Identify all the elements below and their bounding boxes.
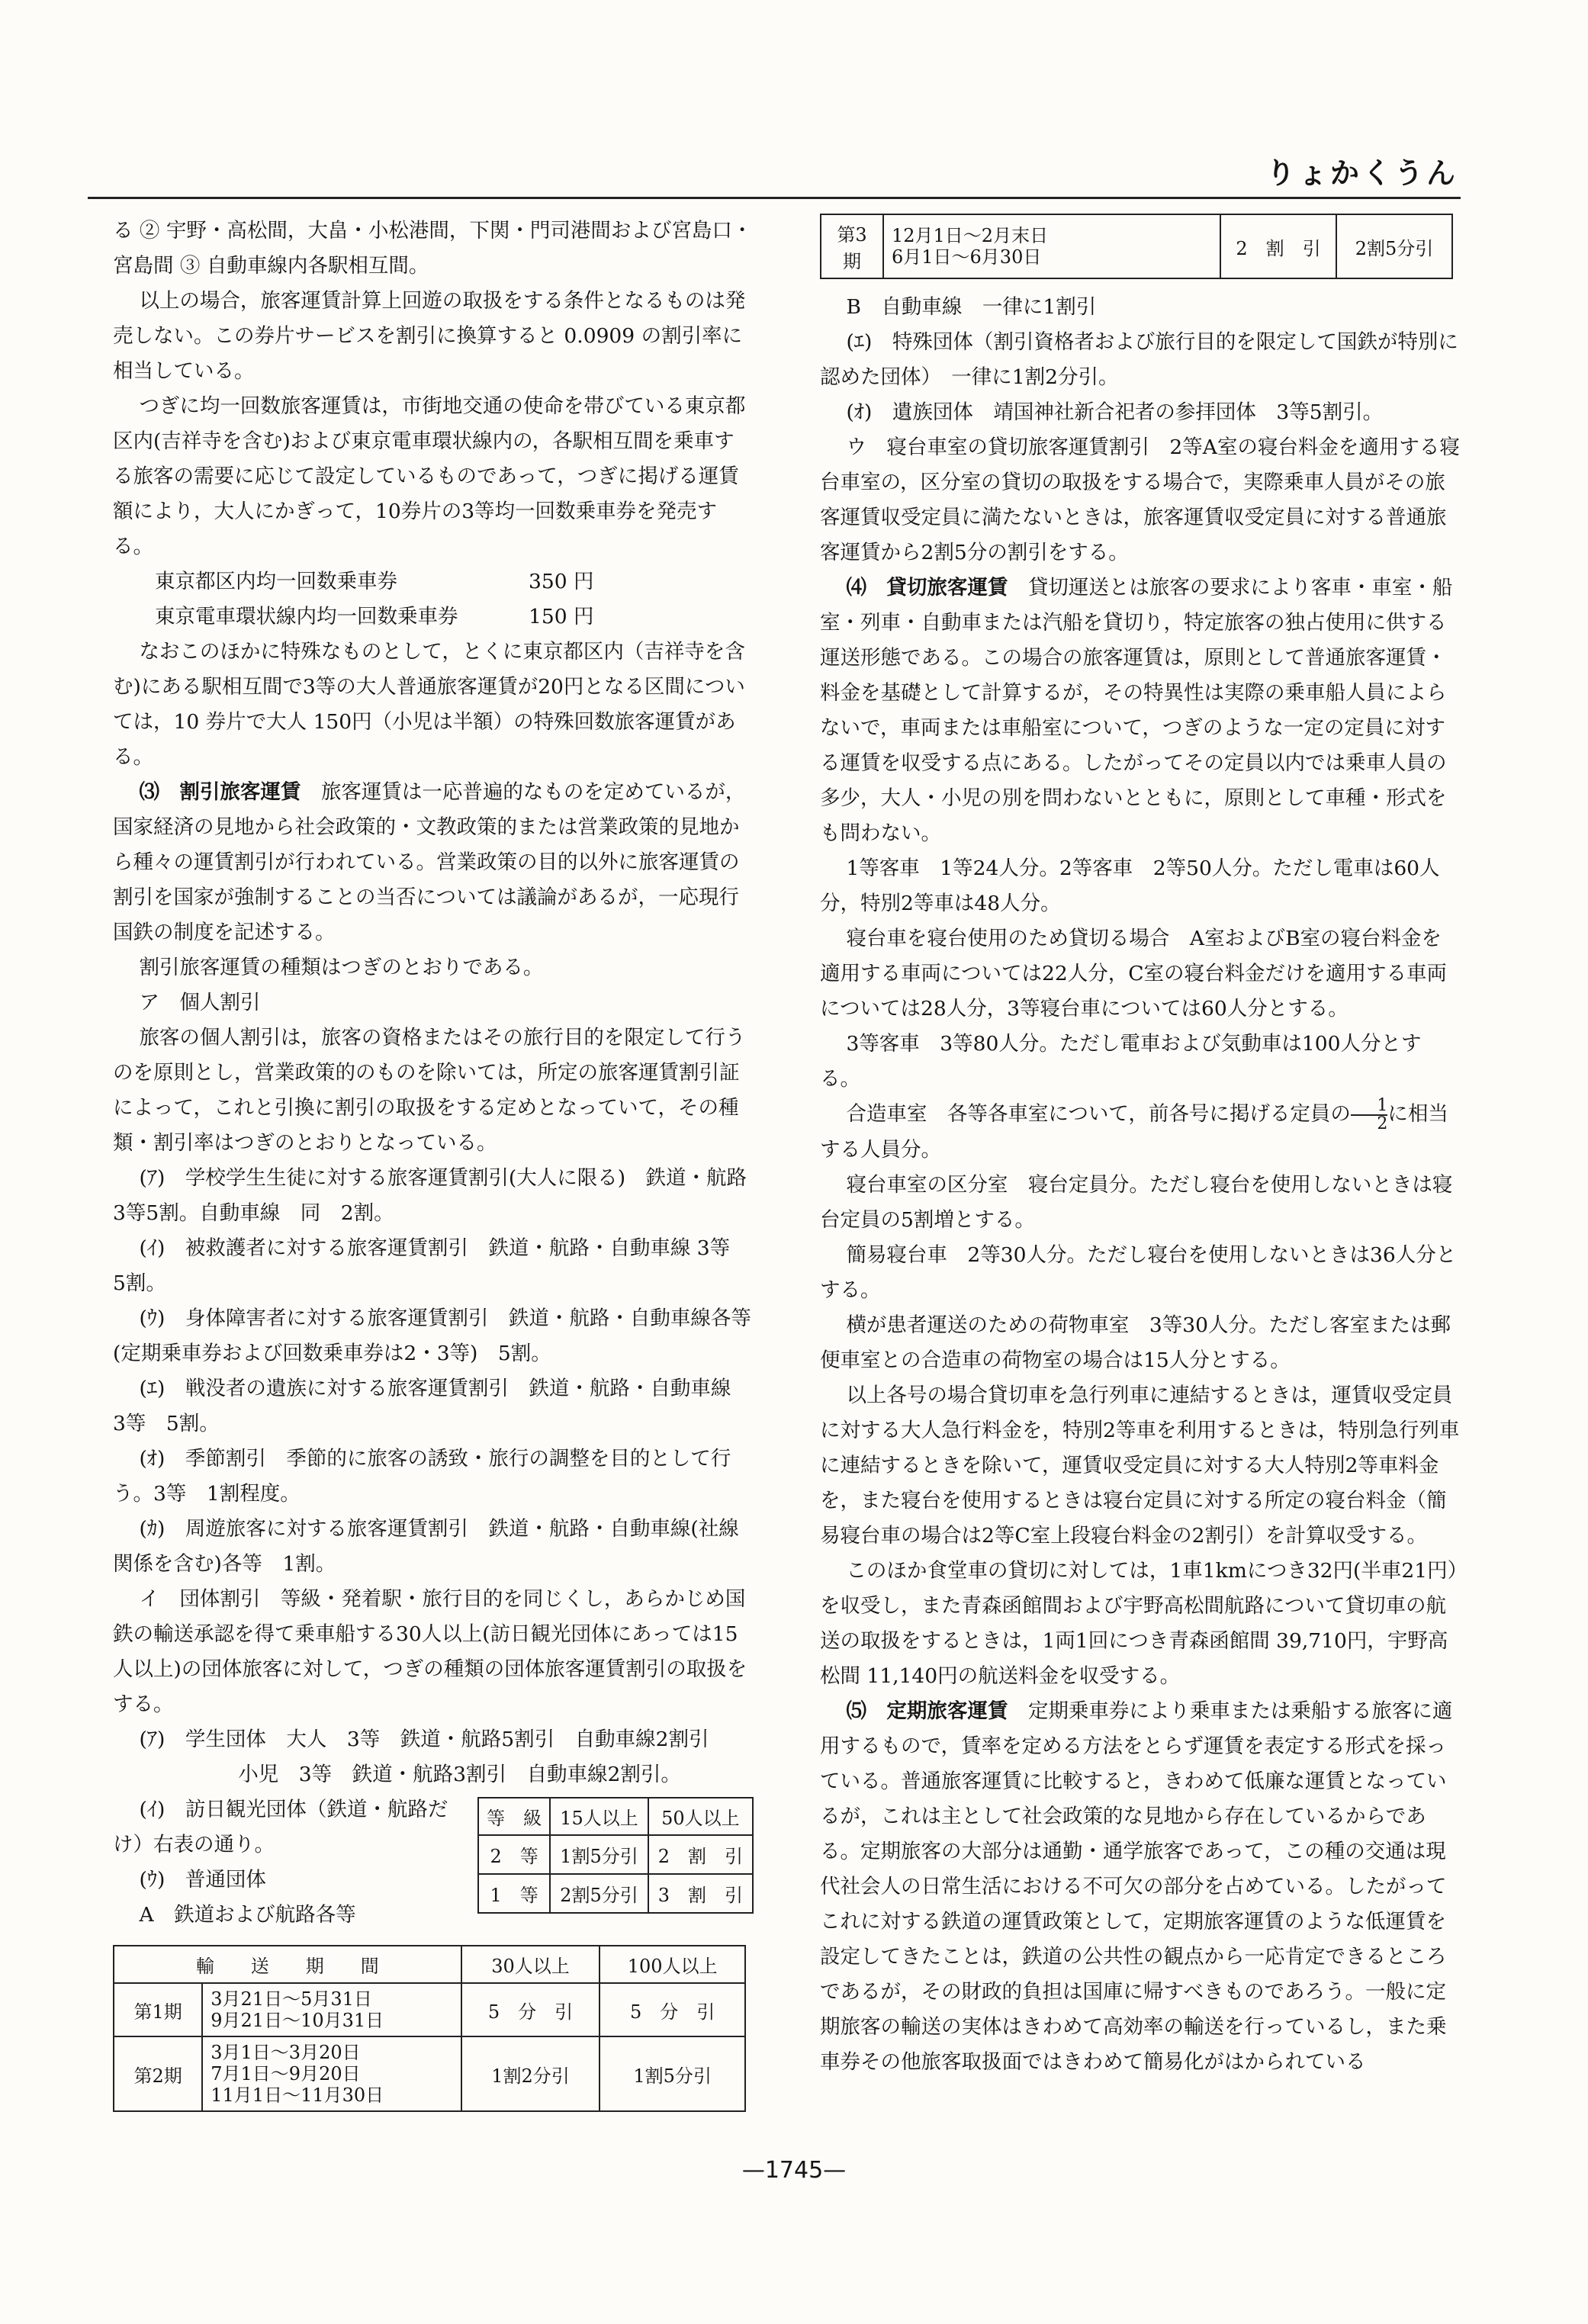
table-header: 100人以上: [600, 1946, 745, 1983]
period-date: 3月21日～5月31日: [211, 1988, 372, 2010]
paragraph: 以上の場合，旅客運賃計算上回遊の取扱をする条件となるものは発売しない。この券片サービスを割引に換算すると 0.0909 の割引率に相当している。: [113, 289, 746, 383]
paragraph: このほか食堂車の貸切に対しては，1車1kmにつき32円(半車21円）を収受し，また青森函館間および宇野高松間航路について貸切車の航送の取扱をするときは，1両1回につき青森函館間 39,710円，宇野高松間 11,140円の航送料金を収受する。: [820, 1559, 1458, 1688]
tours-discount-table: [477, 1797, 754, 1914]
subheading: ア 個人割引: [139, 991, 261, 1014]
table-cell: 1割5分引: [600, 2036, 745, 2111]
period3-table: [820, 214, 1453, 279]
paragraph: 1等客車 1等24人分。2等客車 2等50人分。ただし電車は60人分，特別2等車は48人分。: [820, 857, 1440, 915]
transport-period-table: [113, 1945, 746, 2112]
list-item: (ｱ) 学校学生生徒に対する旅客運賃割引(大人に限る) 鉄道・航路 3等5割。自動車線 同 2割。: [113, 1166, 767, 1225]
table-cell: 1割2分引: [461, 2036, 600, 2111]
table-cell: 1割5分引: [550, 1835, 648, 1874]
list-item: (ｵ) 遺族団体 靖国神社新合祀者の参拝団体 3等5割引。: [846, 400, 1384, 424]
table-header: 50人以上: [648, 1798, 753, 1835]
fraction-numerator: 1: [1351, 1098, 1387, 1116]
table-cell: 5 分 引: [461, 1983, 600, 2036]
table-header: 15人以上: [550, 1798, 648, 1835]
table-header: 輸 送 期 間: [114, 1946, 461, 1983]
paragraph: る ② 宇野・高松間，大畠・小松港間，下関・門司港間および宮島口・宮島間 ③ 自動車線内各駅相互間。: [113, 219, 753, 278]
paragraph: 3等客車 3等80人分。ただし電車および気動車は100人分とする。: [820, 1032, 1422, 1091]
section-heading: ⑶ 割引旅客運賃: [139, 780, 301, 804]
table-cell: 2割5分引: [1336, 214, 1452, 278]
paragraph: 簡易寝台車 2等30人分。ただし寝台を使用しないときは36人分とする。: [820, 1243, 1457, 1302]
paragraph: つぎに均一回数旅客運賃は，市街地交通の使命を帯びている東京都区内(吉祥寺を含む)および東京電車環状線内の，各駅相互間を乗車する旅客の需要に応じて設定しているものであって，つぎに掲げる運賃額により，大人にかぎって，10券片の3等均一回数乗車券を発売する。: [113, 394, 746, 558]
section-5: [820, 1694, 1461, 2080]
list-item: (ｵ) 季節割引 季節的に旅客の誘致・旅行の調整を目的として行う。3等 1割程度。: [113, 1447, 731, 1506]
left-column: [113, 214, 767, 2112]
section-3: [113, 775, 754, 950]
table-cell: 2割5分引: [550, 1874, 648, 1913]
paragraph: 寝台車を寝台使用のため貸切る場合 A室およびB室の寝台料金を適用する車両については22人分，C室の寝台料金だけを適用する車両については28人分，3等寝台車については60人分とする。: [820, 927, 1447, 1021]
list-item: (ｴ) 特殊団体（割引資格者および旅行目的を限定して国鉄が特別に認めた団体） 一律に1割2分引。: [820, 330, 1458, 389]
fare-line: [113, 564, 754, 599]
section-heading: ⑷ 貸切旅客運賃: [846, 576, 1008, 599]
section-body: 定期乗車券により乗車または乗船する旅客に適用するもので，賃率を定める方法をとらず運賃を表定する形式を採っている。普通旅客運賃に比較すると，きわめて低廉な運賃となっているが，これは主として社会政策的な見地から存在しているからである。定期旅客の大部分は通勤・通学旅客であって，この種の交通は現代社会人の日常生活における不可欠の部分を占めている。したがってこれに対する鉄道の運賃政策として，定期旅客運賃のような低運賃を設定してきたことは，鉄道の公共性の観点から一応肯定できるところであるが，その財政的負担は国庫に帰すべきものであろう。一般に定期旅客の輸送の実体はきわめて高効率の輸送を行っているし，また乗車券その他旅客取扱面ではきわめて簡易化がはかられている: [820, 1699, 1453, 2074]
list-item: (ｲ) 被救護者に対する旅客運賃割引 鉄道・航路・自動車線 3等 5割。: [113, 1236, 751, 1295]
list-item: (ｱ) 学生団体 大人 3等 鉄道・航路5割引 自動車線2割引: [139, 1728, 709, 1751]
table-row: [114, 2036, 745, 2111]
list-item: B 自動車線 一律に1割引: [846, 295, 1097, 319]
section-4: [820, 571, 1461, 851]
fare-price: 150 円: [529, 605, 594, 628]
fare-name: 東京都区内均一回数乗車券: [155, 570, 397, 593]
table-row: [478, 1874, 753, 1913]
list-item: (ｳ) 普通団体: [139, 1868, 266, 1892]
table-header-row: [114, 1946, 745, 1983]
period-dates: [202, 2036, 461, 2111]
table-header: 等 級: [478, 1798, 550, 1835]
period-date: 11月1日～11月30日: [211, 2085, 384, 2106]
header-rule: [88, 197, 1461, 199]
fare-price: 350 円: [529, 570, 594, 593]
text: 合造車室 各等各車室について，前各号に掲げる定員の: [846, 1102, 1351, 1126]
table-row: [821, 214, 1452, 278]
section-body: 旅客運賃は一応普遍的なものを定めているが，国家経済の見地から社会政策的・文教政策的または営業政策的見地から種々の運賃割引が行われている。営業政策の目的以外に旅客運賃の割引を国家が強制することの当否については議論があるが，一応現行国鉄の制度を記述する。: [113, 780, 746, 944]
section-body: 貸切運送とは旅客の要求により客車・車室・船室・列車・自動車または汽船を貸切り，特定旅客の独占使用に供する運送形態である。この場合の旅客運賃は，原則として普通旅客運賃・料金を基礎として計算するが，その特異性は実際の乗車船人員によらないで，車両または車船室について，つぎのような一定の定員に対する運賃を収受する点にある。したがってその定員以内では乗車人員の多少，大人・小児の別を問わないとともに，原則として車種・形式をも問わない。: [820, 576, 1453, 845]
table-header-row: [478, 1798, 753, 1835]
paragraph: ウ 寝台車室の貸切旅客運賃割引 2等A室の寝台料金を適用する寝台車室の，区分室の貸切の取扱をする場合で，実際乗車人員がその旅客運賃収受定員に満たないときは，旅客運賃収受定員に対する普通旅客運賃から2割5分の割引をする。: [820, 436, 1460, 564]
table-cell: 1 等: [478, 1874, 550, 1913]
page-number: —1745—: [741, 2157, 847, 2184]
paragraph: 以上各号の場合貸切車を急行列車に連結するときは，運賃収受定員に対する大人急行料金を，特別2等車を利用するときは，特別急行列車に連結するときを除いて，運賃収受定員に対する大人特別2等車料金を，また寝台を使用するときは寝台定員に対する所定の寝台料金（簡易寝台車の場合は2等C室上段寝台料金の2割引）を計算収受する。: [820, 1384, 1460, 1548]
paragraph: 旅客の個人割引は，旅客の資格またはその旅行目的を限定して行うのを原則とし，営業政策的のものを除いては，所定の旅客運賃割引証によって，これと引換に割引の取扱をする定めとなっていて，その種類・割引率はつぎのとおりとなっている。: [113, 1026, 746, 1155]
period-dates: [883, 214, 1220, 278]
period-label: 第3期: [821, 214, 883, 278]
header-title: りょかくうん: [1265, 156, 1458, 190]
right-column: [820, 214, 1461, 2080]
period-dates: [202, 1983, 461, 2036]
list-item: (ｴ) 戦没者の遺族に対する旅客運賃割引 鉄道・航路・自動車線 3等 5割。: [113, 1377, 751, 1435]
paragraph: イ 団体割引 等級・発着駅・旅行目的を同じくし，あらかじめ国鉄の輸送承認を得て乗車船する30人以上(訪日観光団体にあっては15人以上)の団体旅客に対して，つぎの種類の団体旅客運賃割引の取扱をする。: [113, 1587, 747, 1716]
period-date: 12月1日～2月末日: [892, 225, 1049, 246]
paragraph: 横が患者運送のための荷物車室 3等30人分。ただし客室または郵便車室との合造車の荷物室の場合は15人分とする。: [820, 1313, 1451, 1372]
section-heading: ⑸ 定期旅客運賃: [846, 1699, 1008, 1723]
period-label: 第1期: [114, 1983, 202, 2036]
fare-name: 東京電車環状線内均一回数乗車券: [155, 605, 458, 628]
list-item: (ｳ) 身体障害者に対する旅客運賃割引 鉄道・航路・自動車線各等(定期乗車券および回数乗車券は2・3等) 5割。: [113, 1307, 751, 1365]
list-item: 小児 3等 鉄道・航路3割引 自動車線2割引。: [238, 1763, 681, 1786]
period-date: 9月21日～10月31日: [211, 2010, 384, 2031]
table-cell: 2 割 引: [648, 1835, 753, 1874]
fraction: [1351, 1098, 1387, 1133]
text: に相当する人員分。: [820, 1102, 1448, 1162]
period-label: 第2期: [114, 2036, 202, 2111]
table-cell: 3 割 引: [648, 1874, 753, 1913]
period-date: 6月1日～6月30日: [892, 246, 1042, 268]
table-cell: 2 割 引: [1220, 214, 1336, 278]
paragraph: 寝台車室の区分室 寝台定員分。ただし寝台を使用しないときは寝台定員の5割増とする。: [820, 1173, 1453, 1232]
paragraph: 割引旅客運賃の種類はつぎのとおりである。: [139, 956, 544, 979]
list-item: A 鉄道および航路各等: [139, 1903, 356, 1927]
paragraph: なおこのほかに特殊なものとして，とくに東京都区内（吉祥寺を含む)にある駅相互間で3等の大人普通旅客運賃が20円となる区間については，10 券片で大人 150円（小児は半額）の特殊回数旅客運賃がある。: [113, 640, 745, 769]
fare-line: [113, 599, 754, 635]
period-date: 7月1日～9月20日: [211, 2063, 361, 2085]
fraction-denominator: 2: [1377, 1114, 1388, 1133]
list-item: (ｶ) 周遊旅客に対する旅客運賃割引 鉄道・航路・自動車線(社線関係を含む)各等 1割。: [113, 1517, 739, 1576]
period-date: 3月1日～3月20日: [211, 2042, 361, 2063]
table-cell: 5 分 引: [600, 1983, 745, 2036]
list-item: (ｲ) 訪日観光団体（鉄道・航路だけ）右表の通り。: [113, 1798, 448, 1856]
paragraph-fraction: [820, 1097, 1461, 1168]
table-row: [478, 1835, 753, 1874]
table-header: 30人以上: [461, 1946, 600, 1983]
table-row: [114, 1983, 745, 2036]
table-cell: 2 等: [478, 1835, 550, 1874]
